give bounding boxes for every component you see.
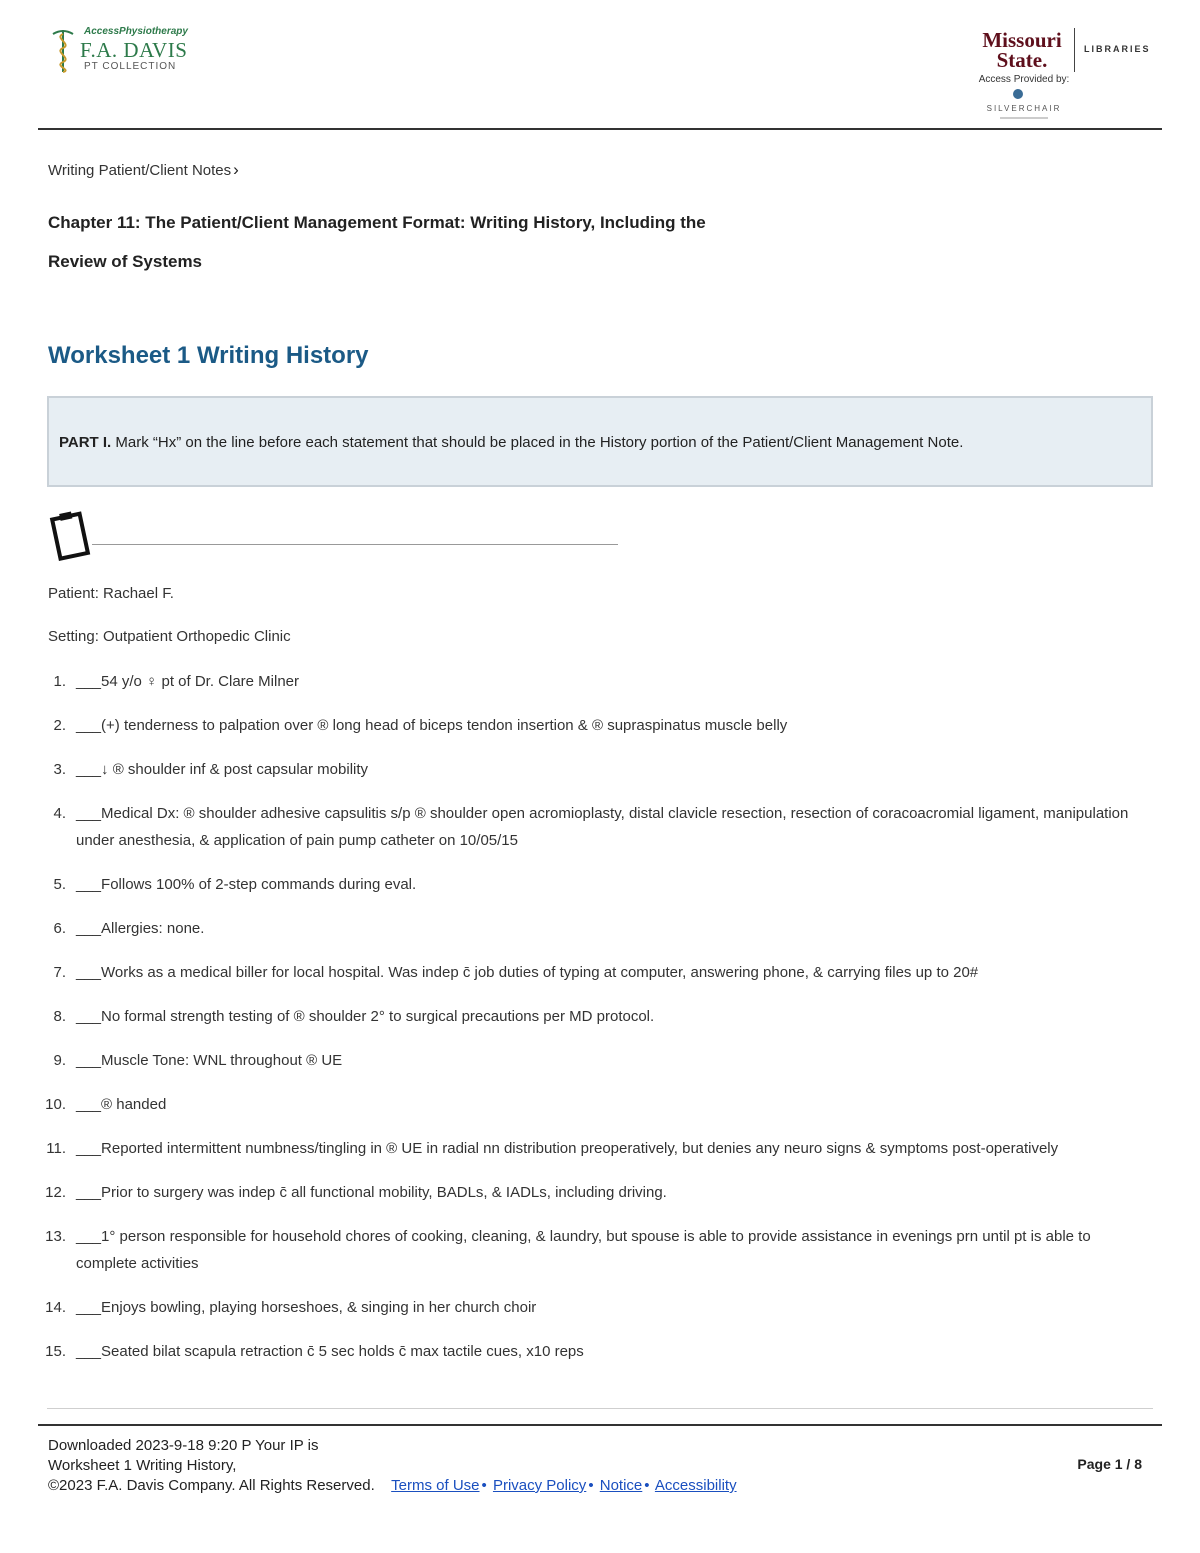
link-separator: • (588, 1477, 594, 1494)
item-number: 6. (53, 920, 66, 937)
footer-divider (38, 1424, 1162, 1426)
item-number: 10. (45, 1096, 66, 1113)
fa-davis-logo[interactable] (50, 24, 200, 76)
list-item (40, 668, 1152, 695)
breadcrumb-label[interactable]: Writing Patient/Client Notes (48, 162, 232, 179)
item-text: ___54 y/o ♀ pt of Dr. Clare Milner (76, 673, 300, 690)
terms-of-use-link[interactable]: Terms of Use (391, 1477, 480, 1494)
clipboard-icon (48, 510, 94, 562)
link-separator: • (481, 1477, 487, 1494)
chapter-title-line1: Chapter 11: The Patient/Client Management Format: Writing History, Including the (48, 213, 706, 232)
item-number: 7. (53, 964, 66, 981)
item-number: 14. (45, 1299, 66, 1316)
notice-link[interactable]: Notice (599, 1477, 643, 1494)
list-item (40, 1091, 1152, 1118)
list-item (40, 1179, 1152, 1206)
caduceus-icon (50, 26, 76, 74)
content-separator (47, 1408, 1153, 1409)
item-text: ___Enjoys bowling, playing horseshoes, & singing in her church choir (76, 1299, 537, 1316)
item-text: ___↓ ® shoulder inf & post capsular mobility (76, 761, 369, 778)
provided-by-label: Access Provided by: (978, 74, 1070, 85)
item-text: ___Prior to surgery was indep c̄ all functional mobility, BADLs, & IADLs, including driving. (76, 1184, 667, 1201)
item-text: ___Works as a medical biller for local hospital. Was indep c̄ job duties of typing at computer, answering phone, & carrying files up to 20# (76, 964, 979, 981)
copyright-text: ©2023 F.A. Davis Company. All Rights Reserved. (48, 1477, 375, 1494)
document-name: Worksheet 1 Writing History, (48, 1457, 237, 1474)
brand-name: F.A. DAVIS (80, 38, 188, 62)
list-item (40, 1135, 1152, 1162)
item-number: 11. (46, 1140, 66, 1157)
institution-line2: State. (996, 48, 1048, 72)
statement-list (40, 668, 1152, 1382)
list-item (40, 1338, 1152, 1365)
item-number: 3. (53, 761, 66, 778)
collection-label: PT COLLECTION (84, 61, 177, 72)
instruction-box (47, 396, 1153, 487)
institution-line1: Missouri (982, 28, 1062, 52)
item-text: ___Reported intermittent numbness/tingling in ® UE in radial nn distribution preoperatively, but denies any neuro signs & symptoms post-operatively (76, 1140, 1059, 1157)
item-number: 1. (53, 673, 66, 690)
libraries-label: LIBRARIES (1084, 44, 1151, 54)
item-text: ___Allergies: none. (76, 920, 205, 937)
list-item (40, 959, 1152, 986)
provider-label: SILVERCHAIR (986, 104, 1062, 113)
list-item (40, 800, 1152, 854)
item-number: 15. (45, 1343, 66, 1360)
clipboard-divider (92, 544, 618, 545)
breadcrumb[interactable] (48, 160, 239, 180)
list-item (40, 712, 1152, 739)
page-number: Page 1 / 8 (1077, 1456, 1142, 1472)
item-text: ___Medical Dx: ® shoulder adhesive capsulitis s/p ® shoulder open acromioplasty, distal clavicle resection, resection of coracoacromial ligament, manipulation under anesthesia, & application of pain pump catheter on 10/05/15 (76, 805, 1129, 849)
list-item (40, 915, 1152, 942)
privacy-policy-link[interactable]: Privacy Policy (492, 1477, 587, 1494)
list-item (40, 1047, 1152, 1074)
list-item (40, 756, 1152, 783)
item-text: ___No formal strength testing of ® shoulder 2° to surgical precautions per MD protocol. (76, 1008, 655, 1025)
item-text: ___Muscle Tone: WNL throughout ® UE (76, 1052, 343, 1069)
logo-divider (1074, 28, 1075, 72)
instruction-text (59, 434, 963, 451)
item-text: ___(+) tenderness to palpation over ® long head of biceps tendon insertion & ® supraspinatus muscle belly (76, 717, 788, 734)
download-info: Downloaded 2023-9-18 9:20 P Your IP is (48, 1437, 319, 1454)
chapter-title-line2: Review of Systems (48, 252, 203, 271)
item-number: 8. (53, 1008, 66, 1025)
list-item (40, 1003, 1152, 1030)
item-text: ___® handed (76, 1096, 167, 1113)
list-item (40, 1223, 1152, 1277)
item-text: ___Follows 100% of 2-step commands during eval. (76, 876, 417, 893)
page-header (38, 0, 1162, 130)
patient-name: Patient: Rachael F. (48, 585, 174, 602)
item-number: 4. (53, 805, 66, 822)
institution-name (974, 30, 1070, 70)
item-number: 9. (53, 1052, 66, 1069)
missouri-state-logo[interactable] (974, 28, 1154, 123)
part-instruction: Mark “Hx” on the line before each statement that should be placed in the History portion of the Patient/Client Management Note. (111, 434, 964, 451)
globe-icon (1013, 89, 1023, 99)
access-label: AccessPhysiotherapy (84, 26, 188, 37)
item-text: ___1° person responsible for household chores of cooking, cleaning, & laundry, but spouse is able to provide assistance in evenings prn until pt is able to complete activities (76, 1228, 1091, 1272)
patient-setting: Setting: Outpatient Orthopedic Clinic (48, 628, 291, 645)
item-number: 5. (53, 876, 66, 893)
link-separator: • (644, 1477, 650, 1494)
provider-underline (1000, 117, 1048, 119)
chapter-title (48, 203, 868, 281)
part-label: PART I. (59, 434, 112, 451)
chevron-right-icon: › (233, 160, 239, 179)
list-item (40, 871, 1152, 898)
page-footer (48, 1436, 737, 1496)
worksheet-title: Worksheet 1 Writing History (48, 342, 369, 369)
item-number: 13. (45, 1228, 66, 1245)
item-text: ___Seated bilat scapula retraction c̄ 5 sec holds c̄ max tactile cues, x10 reps (76, 1343, 584, 1360)
item-number: 2. (53, 717, 66, 734)
item-number: 12. (45, 1184, 66, 1201)
accessibility-link[interactable]: Accessibility (654, 1477, 737, 1494)
list-item (40, 1294, 1152, 1321)
